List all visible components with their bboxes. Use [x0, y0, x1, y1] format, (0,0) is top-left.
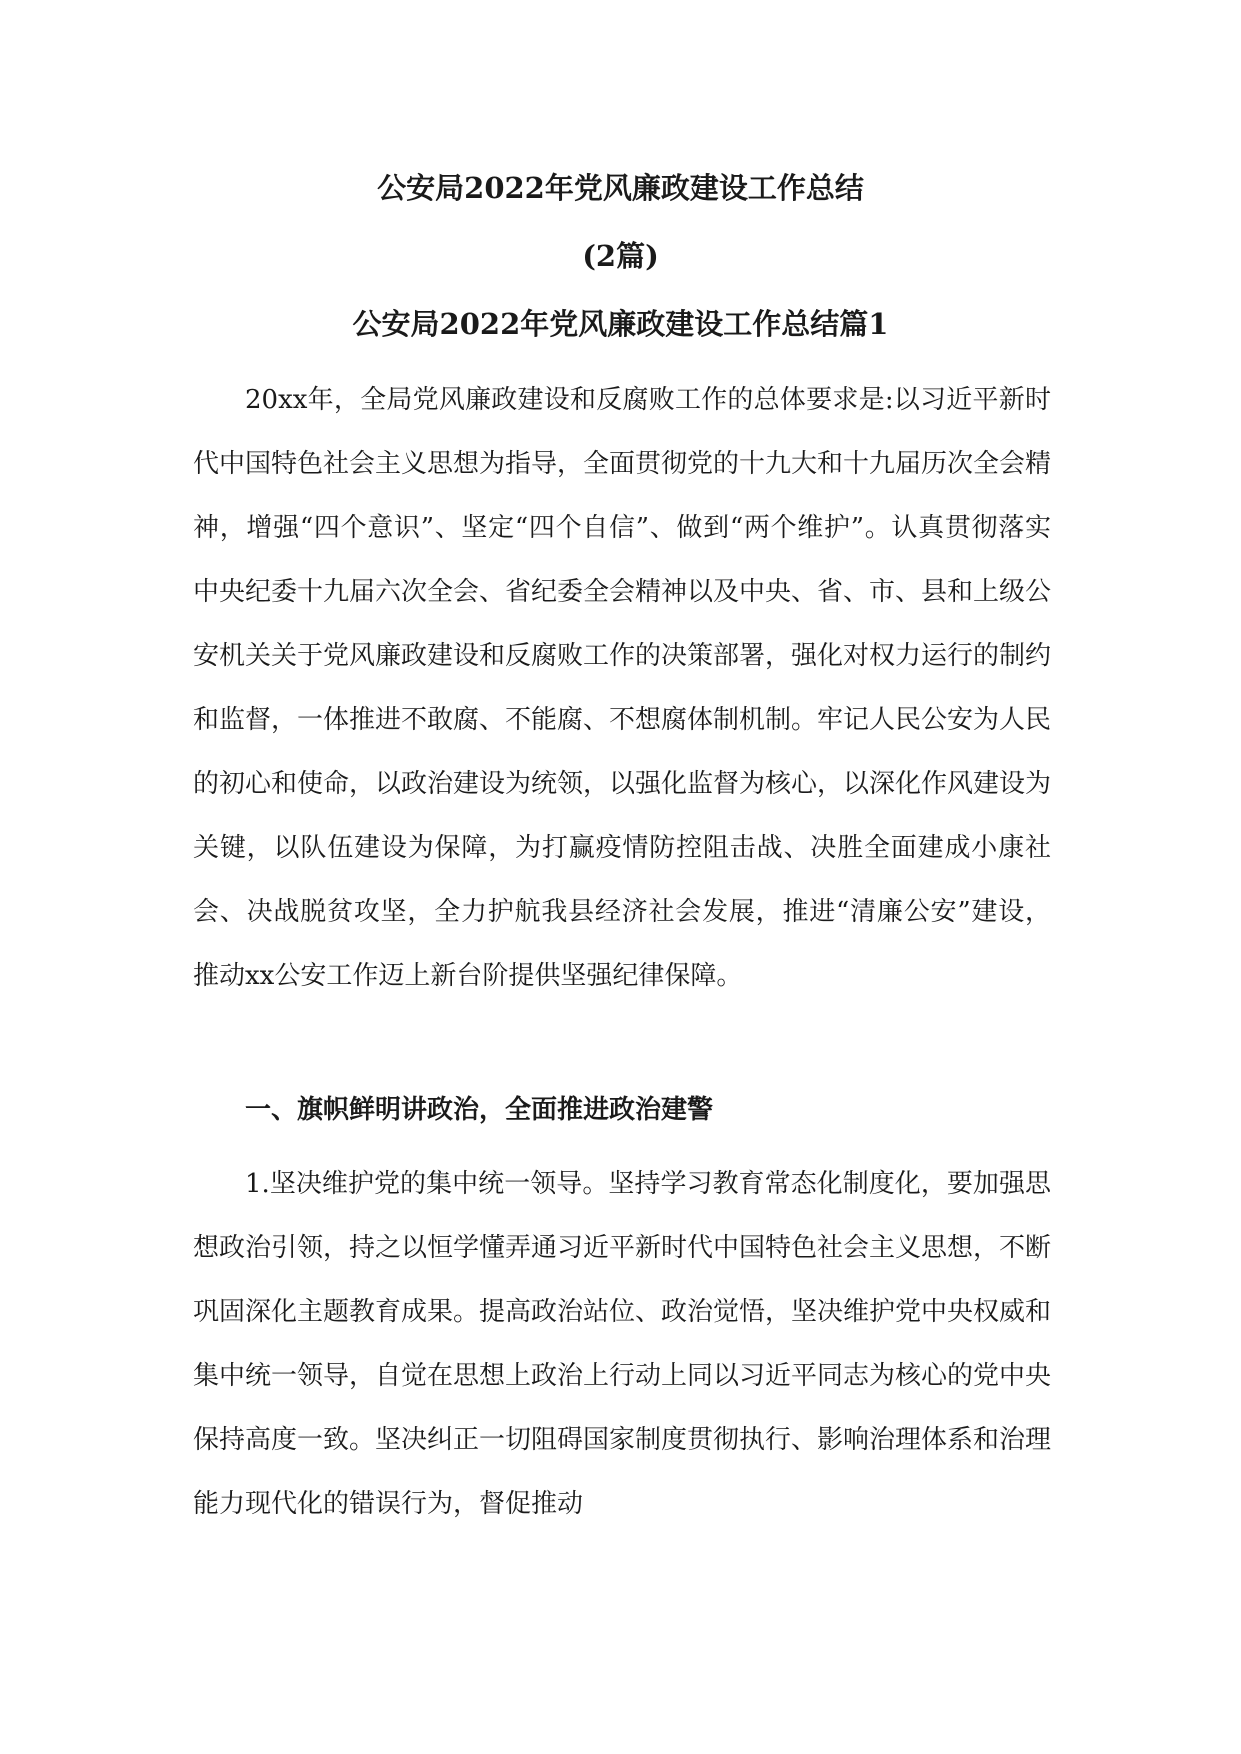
- body-paragraph: 1.坚决维护党的集中统一领导。坚持学习教育常态化制度化，要加强思想政治引领，持之以恒学懂弄通习近平新时代中国特色社会主义思想，不断巩固深化主题教育成果。提高政治站位、政治觉悟，坚决维护党中央权威和集中统一领导，自觉在思想上政治上行动上同以习近平同志为核心的党中央保持高度一致。坚决纠正一切阻碍国家制度贯彻执行、影响治理体系和治理能力现代化的错误行为，督促推动: [193, 1169, 1052, 1519]
- document-subtitle: 公安局2022年党风廉政建设工作总结篇1: [352, 307, 889, 341]
- document-title-count: (2篇): [582, 239, 659, 273]
- intro-paragraph: 20xx年，全局党风廉政建设和反腐败工作的总体要求是:以习近平新时代中国特色社会主义思想为指导，全面贯彻党的十九大和十九届历次全会精神，增强“四个意识”、坚定“四个自信”、做到“两个维护”。认真贯彻落实中央纪委十九届六次全会、省纪委全会精神以及中央、省、市、县和上级公安机关关于党风廉政建设和反腐败工作的决策部署，强化对权力运行的制约和监督，一体推进不敢腐、不能腐、不想腐体制机制。牢记人民公安为人民的初心和使命，以政治建设为统领，以强化监督为核心，以深化作风建设为关键，以队伍建设为保障，为打赢疫情防控阻击战、决胜全面建成小康社会、决战脱贫攻坚，全力护航我县经济社会发展，推进“清廉公安”建设，推动xx公安工作迈上新台阶提供坚强纪律保障。: [193, 385, 1052, 991]
- section-heading: 一、旗帜鲜明讲政治，全面推进政治建警: [245, 1095, 714, 1125]
- document-title: 公安局2022年党风廉政建设工作总结: [377, 171, 864, 205]
